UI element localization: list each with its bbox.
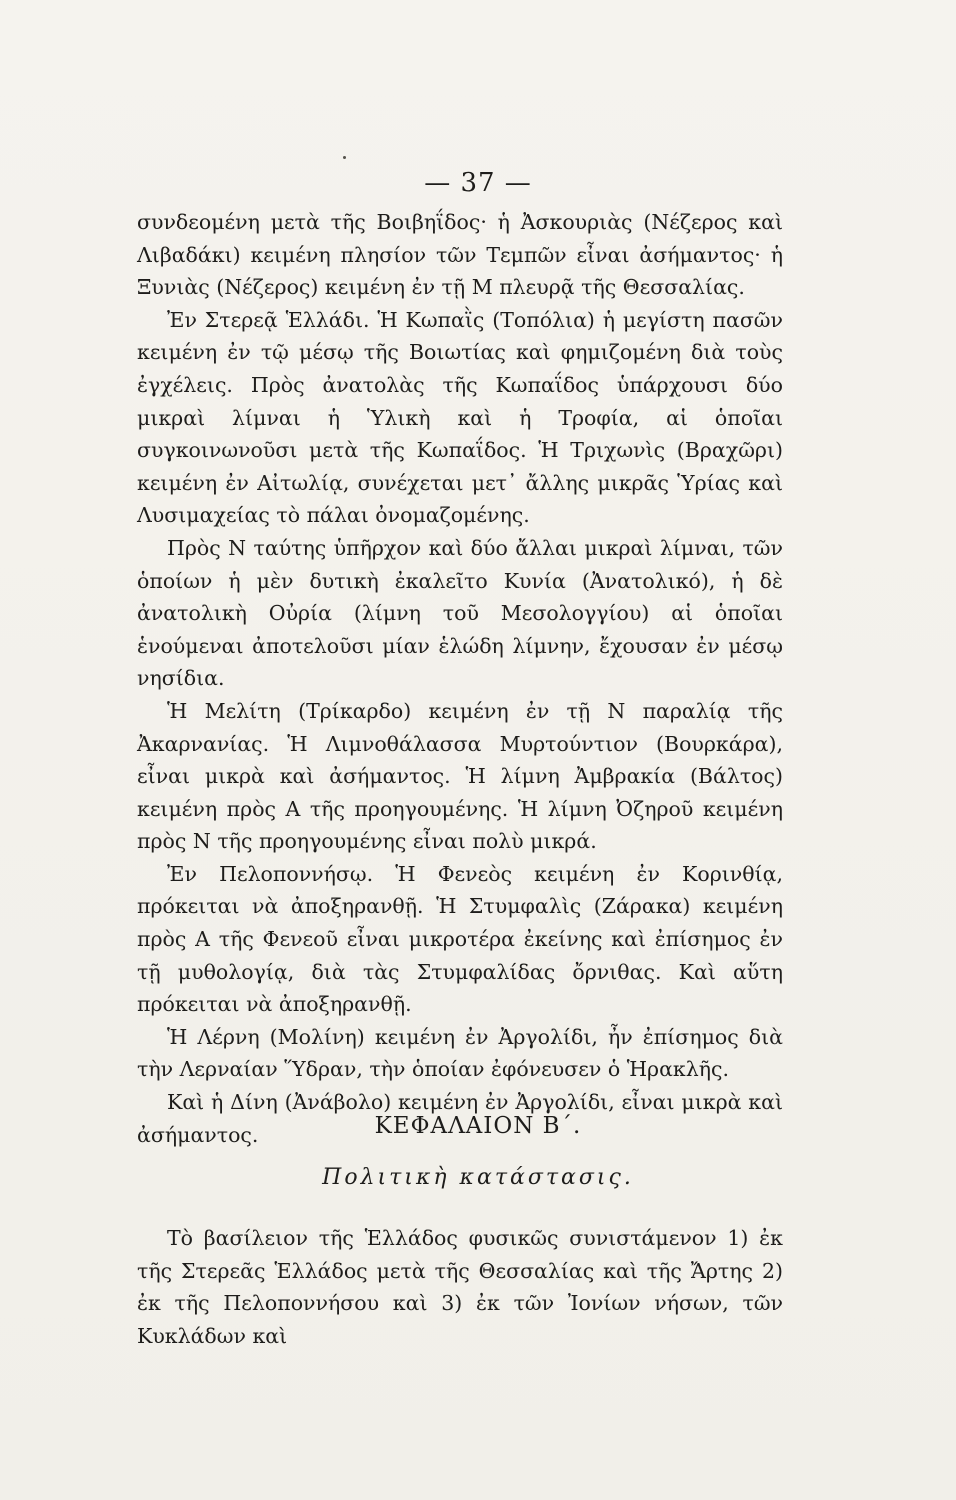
paragraph: Καὶ ἡ Δίνη (Ἀνάβολο) κειμένη ἐν Ἀργολίδι, εἶναι μικρὰ καὶ ἀσήμαντος. bbox=[137, 1090, 783, 1147]
paragraph: Πρὸς Ν ταύτης ὑπῆρχον καὶ δύο ἄλλαι μικραὶ λίμναι, τῶν ὁποίων ἡ μὲν δυτικὴ ἐκαλεῖτο Κυνία (Ἀνατολικό), ἡ δὲ ἀνατολικὴ Οὐρία (λίμνη τοῦ Μεσολογγίου) αἱ ὁποῖαι ἑνούμεναι ἀποτελοῦσι μίαν ἑλώδη λίμνην, ἔχουσαν ἐν μέσῳ νησίδια. bbox=[137, 535, 783, 691]
paragraph: Ἐν Στερεᾷ Ἑλλάδι. Ἡ Κωπαῒς (Τοπόλια) ἡ μεγίστη πασῶν κειμένη ἐν τῷ μέσῳ τῆς Βοιωτίας καὶ φημιζομένη διὰ τοὺς ἐγχέλεις. Πρὸς ἀνατολὰς τῆς Κωπαΐδος ὑπάρχουσι δύο μικραὶ λίμναι ἡ Ὑλικὴ καὶ ἡ Τροφία, αἱ ὁποῖαι συγκοινωνοῦσι μετὰ τῆς Κωπαΐδος. Ἡ Τριχωνὶς (Βραχῶρι) κειμένη ἐν Αἰτωλίᾳ, συνέχεται μετ᾽ ἄλλης μικρᾶς Ὑρίας καὶ Λυσιμαχείας τὸ πάλαι ὀνομαζομένης. bbox=[137, 307, 783, 528]
paragraph: Ἡ Λέρνη (Μολίνη) κειμένη ἐν Ἀργολίδι, ἦν ἐπίσημος διὰ τὴν Λερναίαν Ὕδραν, τὴν ὁποίαν ἐφόνευσεν ὁ Ἡρακλῆς. bbox=[137, 1024, 783, 1082]
chapter-body-text bbox=[137, 1222, 783, 1352]
paragraph: Τὸ βασίλειον τῆς Ἑλλάδος φυσικῶς συνιστάμενον 1) ἐκ τῆς Στερεᾶς Ἑλλάδος μετὰ τῆς Θεσσαλίας καὶ τῆς Ἄρτης 2) ἐκ τῆς Πελοποννήσου καὶ 3) ἐκ τῶν Ἰονίων νήσων, τῶν Κυκλάδων καὶ bbox=[137, 1226, 783, 1348]
chapter-title: ΚΕΦΑΛΑΙΟΝ Β΄. bbox=[374, 1113, 582, 1139]
paragraph: Ἐν Πελοποννήσῳ. Ἡ Φενεὸς κειμένη ἐν Κορινθίᾳ, πρόκειται νὰ ἀποξηρανθῇ. Ἡ Στυμφαλὶς (Ζάρακα) κειμένη πρὸς Α τῆς Φενεοῦ εἶναι μικροτέρα ἐκείνης καὶ ἐπίσημος ἐν τῇ μυθολογίᾳ, διὰ τὰς Στυμφαλίδας ὄρνιθας. Καὶ αὕτη πρόκειται νὰ ἀποξηρανθῇ. bbox=[137, 861, 783, 1017]
paragraph: Ἡ Μελίτη (Τρίκαρδο) κειμένη ἐν τῇ Ν παραλίᾳ τῆς Ἀκαρνανίας. Ἡ Λιμνοθάλασσα Μυρτούντιον (Βουρκάρα), εἶναι μικρὰ καὶ ἀσήμαντος. Ἡ λίμνη Ἀμβρακία (Βάλτος) κειμένη πρὸς Α τῆς προηγουμένης. Ἡ λίμνη Ὀζηροῦ κειμένη πρὸς Ν τῆς προηγουμένης εἶναι πολὺ μικρά. bbox=[137, 698, 783, 854]
chapter-subtitle: Πολιτικὴ κατάστασις. bbox=[322, 1165, 634, 1190]
body-text bbox=[137, 206, 783, 1151]
ink-speck bbox=[343, 156, 346, 159]
page-number: — 37 — bbox=[424, 168, 532, 198]
paragraph: συνδεομένη μετὰ τῆς Βοιβηΐδος· ἡ Ἀσκουριὰς (Νέζερος καὶ Λιβαδάκι) κειμένη πλησίον τῶν Τεμπῶν εἶναι ἀσήμαντος· ἡ Ξυνιὰς (Νέζερος) κειμένη ἐν τῇ Μ πλευρᾷ τῆς Θεσσαλίας. bbox=[137, 210, 783, 300]
